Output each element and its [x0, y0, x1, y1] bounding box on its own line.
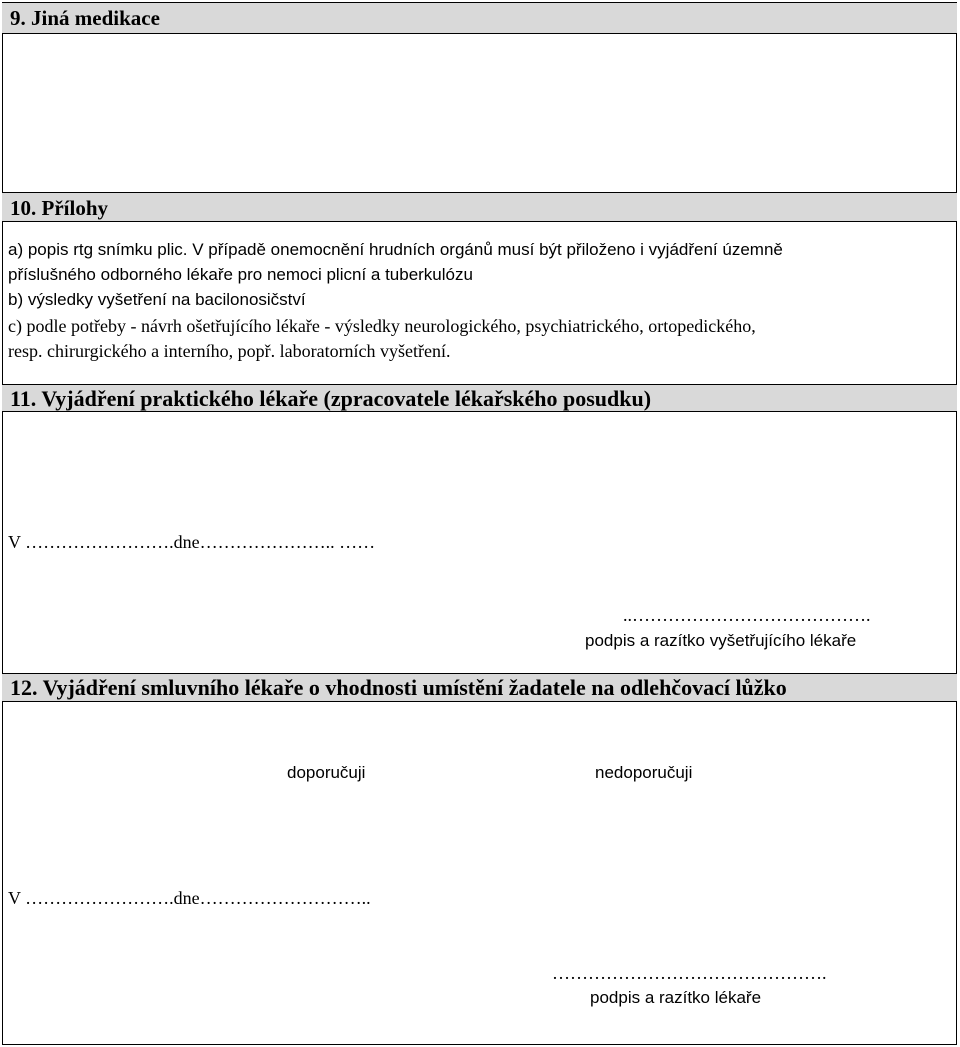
section-11-header: 11. Vyjádření praktického lékaře (zpracovatele lékařského posudku) — [2, 384, 957, 412]
signature-line-12: ………………………………………. — [552, 963, 827, 983]
attachment-a-line2: příslušného odborného lékaře pro nemoci plicní a tuberkulózu — [8, 265, 473, 284]
attachment-c-line2: resp. chirurgického a interního, popř. laboratorních vyšetření. — [8, 341, 451, 361]
attachment-a-line1: a) popis rtg snímku plic. V případě onemocnění hrudních orgánů musí být přiloženo i vyjádření územně — [8, 240, 783, 259]
signature-line-11: ..…………………………………. — [623, 605, 871, 625]
attachment-b: b) výsledky vyšetření na bacilonosičství — [8, 290, 306, 309]
section-10-header: 10. Přílohy — [2, 192, 957, 222]
place-date-line-12: V …………………….dne……………………….. — [8, 888, 371, 908]
signature-label-11: podpis a razítko vyšetřujícího lékaře — [585, 631, 857, 650]
place-date-line-11: V …………………….dne………………….. …… — [8, 532, 376, 552]
attachment-c-line1: c) podle potřeby - návrh ošetřujícího lékaře - výsledky neurologického, psychiatrického, ortopedického, — [8, 316, 756, 336]
section-9-header: 9. Jiná medikace — [2, 2, 957, 34]
option-not-recommend: nedoporučuji — [595, 763, 693, 782]
section-12-header: 12. Vyjádření smluvního lékaře o vhodnosti umístění žadatele na odlehčovací lůžko — [2, 673, 957, 702]
option-recommend: doporučuji — [287, 763, 366, 782]
signature-label-12: podpis a razítko lékaře — [590, 988, 762, 1007]
